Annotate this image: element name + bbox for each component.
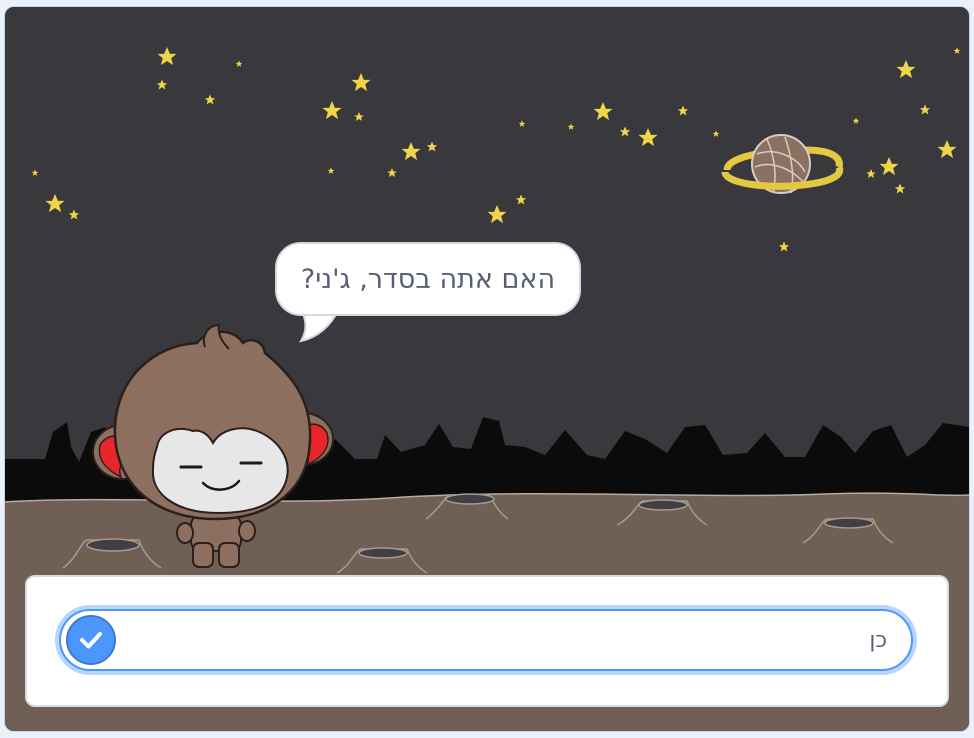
stage-frame: [4, 6, 970, 732]
answer-input[interactable]: [125, 611, 889, 671]
checkmark-icon: [76, 625, 106, 655]
submit-answer-button[interactable]: [66, 615, 116, 665]
answer-field: [59, 609, 913, 671]
speech-bubble: [275, 242, 581, 316]
ask-prompt-panel: [25, 575, 949, 707]
speech-bubble-text: האם אתה בסדר, ג'ני?: [300, 263, 556, 295]
